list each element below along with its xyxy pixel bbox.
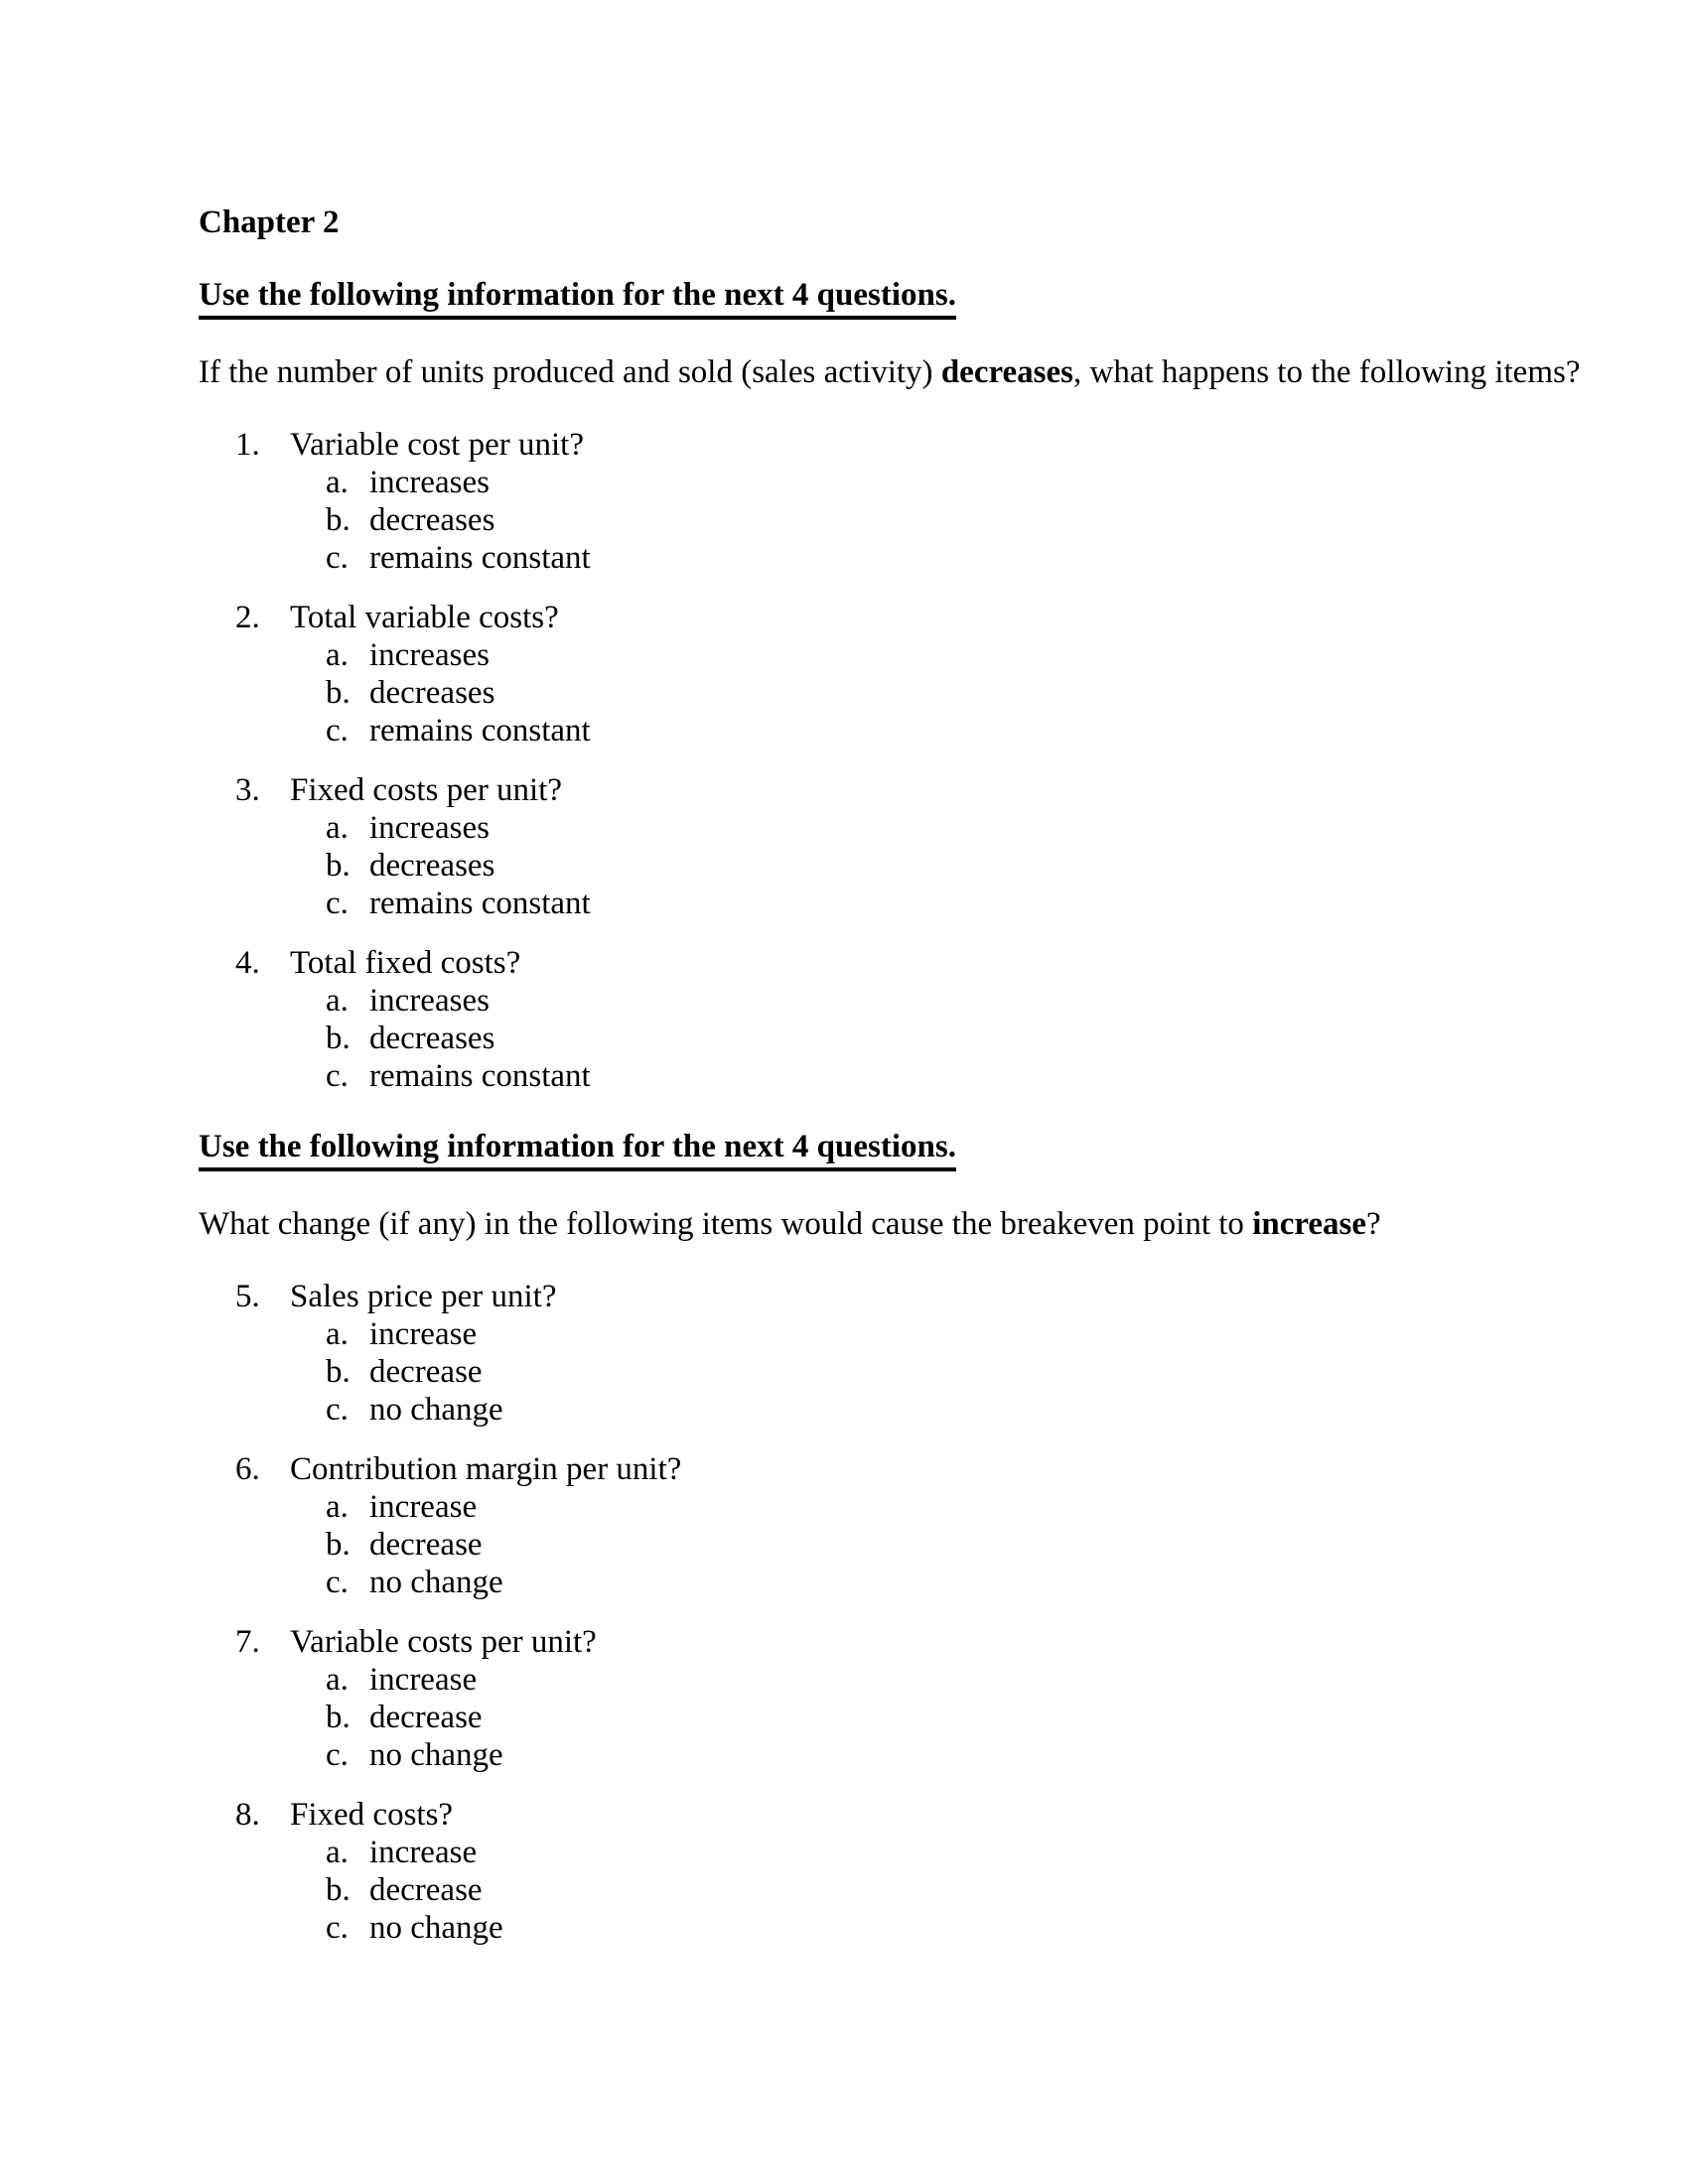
- option-letter: a.: [326, 1835, 349, 1870]
- option-item: [199, 1315, 1489, 1353]
- option-text: remains constant: [369, 1058, 591, 1094]
- intro-prefix: What change (if any) in the following items would cause the breakeven point to: [199, 1206, 1253, 1242]
- question-number: 1.: [235, 427, 260, 463]
- question-item-2: [199, 599, 1489, 750]
- option-text: increase: [369, 1316, 478, 1352]
- intro-bold-word: decreases: [940, 354, 1073, 390]
- option-item: [199, 1057, 1489, 1095]
- option-text: increase: [369, 1835, 478, 1870]
- question-text: Total fixed costs?: [290, 945, 521, 981]
- option-item: [199, 1020, 1489, 1057]
- option-letter: c.: [326, 1737, 349, 1773]
- question-item-8: [199, 1796, 1489, 1947]
- option-item: [199, 847, 1489, 885]
- option-letter: c.: [326, 713, 349, 749]
- option-item: [199, 501, 1489, 539]
- option-letter: b.: [326, 1354, 351, 1390]
- option-text: increases: [369, 983, 490, 1019]
- question-number: 8.: [235, 1797, 260, 1833]
- option-item: [199, 1488, 1489, 1526]
- option-letter: c.: [326, 886, 349, 921]
- option-text: no change: [369, 1565, 503, 1600]
- option-letter: b.: [326, 1872, 351, 1908]
- section-1: [199, 276, 1581, 1095]
- option-letter: c.: [326, 1565, 349, 1600]
- option-item: [199, 1871, 1489, 1909]
- option-text: decreases: [369, 502, 495, 538]
- question-item-6: [199, 1450, 1489, 1601]
- intro-prefix: If the number of units produced and sold (sales activity): [199, 354, 941, 390]
- question-line: [199, 599, 1489, 636]
- section-heading: [199, 1128, 1489, 1171]
- option-text: increases: [369, 637, 490, 673]
- option-letter: b.: [326, 502, 351, 538]
- option-text: decreases: [369, 1021, 495, 1056]
- option-item: [199, 885, 1489, 922]
- question-line: [199, 1796, 1489, 1834]
- question-line: [199, 1278, 1489, 1315]
- option-item: [199, 1699, 1489, 1736]
- option-item: [199, 1564, 1489, 1601]
- question-number: 6.: [235, 1451, 260, 1487]
- question-number: 4.: [235, 945, 260, 981]
- page-title: Chapter 2: [199, 205, 340, 240]
- option-item: [199, 809, 1489, 847]
- option-text: remains constant: [369, 540, 591, 576]
- option-item: [199, 1736, 1489, 1774]
- question-line: [199, 426, 1489, 464]
- intro-paragraph: [199, 1205, 1489, 1243]
- question-text: Sales price per unit?: [290, 1279, 557, 1314]
- option-item: [199, 1353, 1489, 1391]
- section-heading-text: Use the following information for the next 4 questions.: [199, 276, 956, 320]
- option-item: [199, 1909, 1489, 1947]
- option-letter: c.: [326, 540, 349, 576]
- option-text: no change: [369, 1392, 503, 1428]
- option-letter: a.: [326, 1316, 349, 1352]
- option-text: no change: [369, 1737, 503, 1773]
- question-item-3: [199, 771, 1489, 922]
- option-letter: b.: [326, 1700, 351, 1735]
- option-text: remains constant: [369, 886, 591, 921]
- option-item: [199, 982, 1489, 1020]
- section-heading: [199, 276, 1489, 320]
- option-text: increases: [369, 465, 490, 500]
- intro-suffix: ?: [1366, 1206, 1381, 1242]
- option-letter: a.: [326, 1662, 349, 1698]
- option-letter: a.: [326, 983, 349, 1019]
- question-line: [199, 771, 1489, 809]
- section-heading-text: Use the following information for the next 4 questions.: [199, 1128, 956, 1171]
- intro-bold-word: increase: [1252, 1206, 1367, 1242]
- option-text: decreases: [369, 675, 495, 711]
- option-letter: b.: [326, 1021, 351, 1056]
- option-item: [199, 539, 1489, 577]
- option-item: [199, 464, 1489, 501]
- option-item: [199, 636, 1489, 674]
- option-item: [199, 1661, 1489, 1699]
- option-item: [199, 712, 1489, 750]
- option-text: remains constant: [369, 713, 591, 749]
- option-letter: a.: [326, 1489, 349, 1525]
- option-text: decrease: [369, 1527, 483, 1563]
- intro-suffix: , what happens to the following items?: [1073, 354, 1581, 390]
- question-text: Variable costs per unit?: [290, 1624, 597, 1660]
- question-line: [199, 1623, 1489, 1661]
- option-item: [199, 1391, 1489, 1429]
- question-text: Fixed costs per unit?: [290, 772, 563, 808]
- option-text: decreases: [369, 848, 495, 884]
- question-item-7: [199, 1623, 1489, 1774]
- intro-paragraph: [199, 353, 1581, 391]
- option-text: decrease: [369, 1700, 483, 1735]
- option-letter: a.: [326, 637, 349, 673]
- option-letter: a.: [326, 810, 349, 846]
- question-item-4: [199, 944, 1489, 1095]
- question-number: 7.: [235, 1624, 260, 1660]
- option-letter: b.: [326, 848, 351, 884]
- question-text: Contribution margin per unit?: [290, 1451, 682, 1487]
- option-letter: b.: [326, 675, 351, 711]
- option-text: increase: [369, 1489, 478, 1525]
- option-text: decrease: [369, 1354, 483, 1390]
- option-text: no change: [369, 1910, 503, 1946]
- option-letter: a.: [326, 465, 349, 500]
- question-text: Fixed costs?: [290, 1797, 454, 1833]
- question-item-5: [199, 1278, 1489, 1429]
- question-text: Variable cost per unit?: [290, 427, 584, 463]
- option-text: decrease: [369, 1872, 483, 1908]
- question-text: Total variable costs?: [290, 600, 559, 635]
- option-text: increases: [369, 810, 490, 846]
- option-letter: c.: [326, 1392, 349, 1428]
- section-2: [199, 1128, 1489, 1947]
- question-line: [199, 944, 1489, 982]
- option-letter: c.: [326, 1058, 349, 1094]
- question-number: 5.: [235, 1279, 260, 1314]
- question-line: [199, 1450, 1489, 1488]
- option-letter: b.: [326, 1527, 351, 1563]
- option-text: increase: [369, 1662, 478, 1698]
- option-item: [199, 674, 1489, 712]
- option-item: [199, 1834, 1489, 1871]
- question-number: 2.: [235, 600, 260, 635]
- question-item-1: [199, 426, 1489, 577]
- option-item: [199, 1526, 1489, 1564]
- option-letter: c.: [326, 1910, 349, 1946]
- question-number: 3.: [235, 772, 260, 808]
